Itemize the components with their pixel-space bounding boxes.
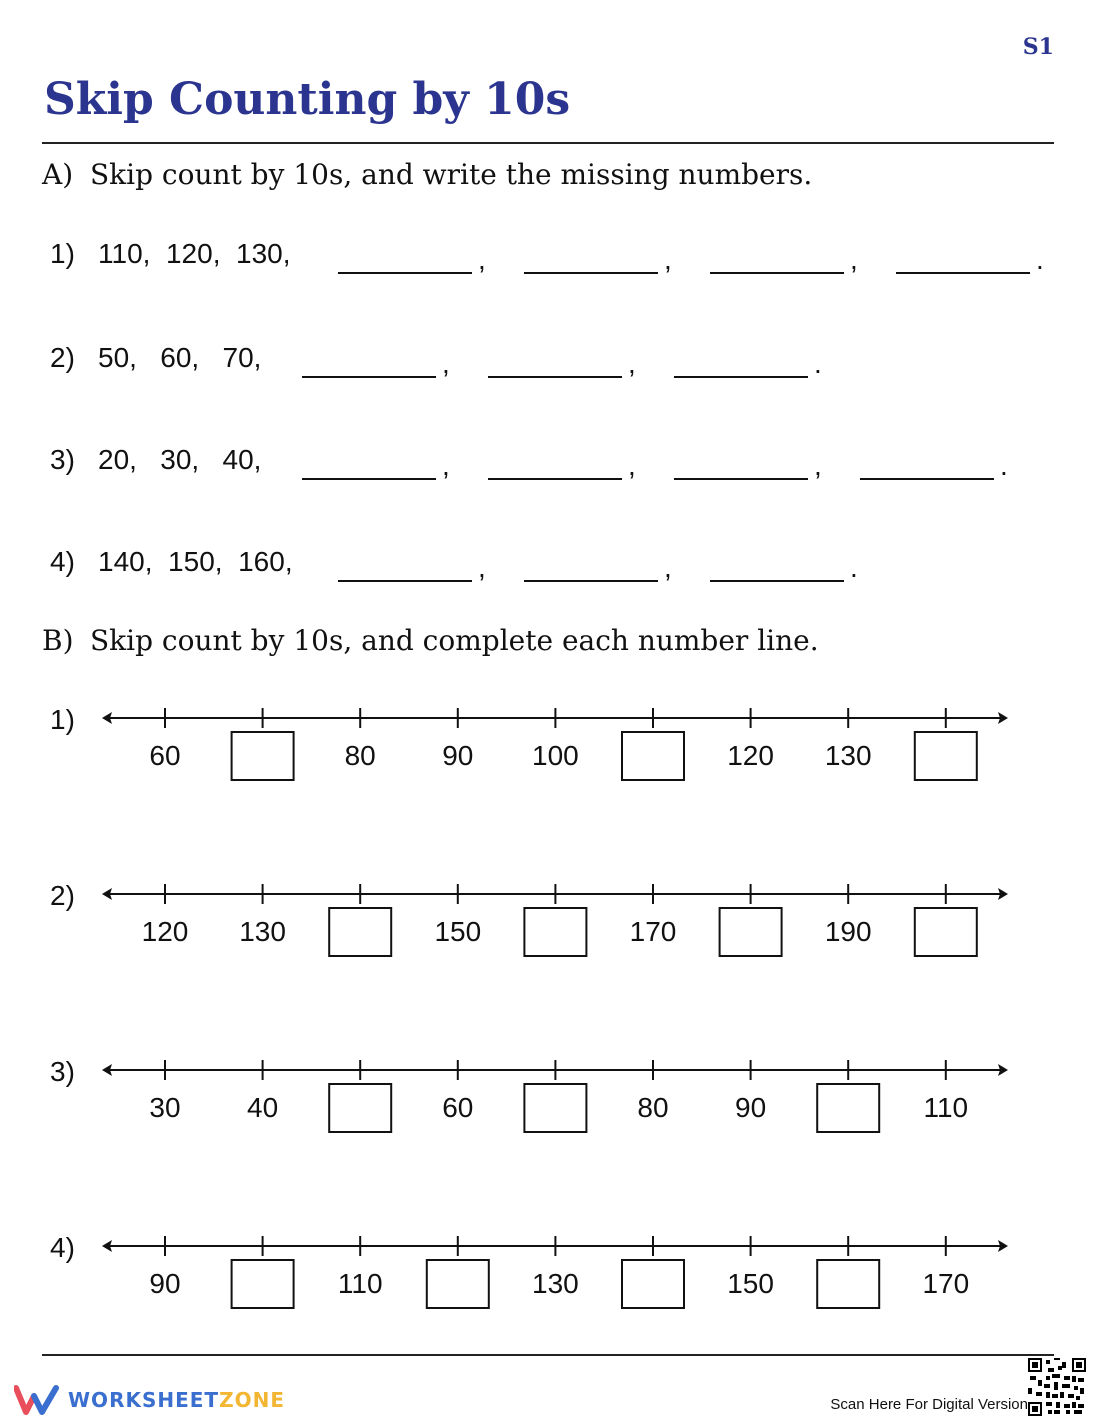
tick-label: 170 <box>629 916 677 947</box>
brand-part2: ZONE <box>219 1388 285 1412</box>
period: . <box>1000 450 1008 481</box>
brand-part1: WORKSHEET <box>68 1388 220 1412</box>
answer-box[interactable] <box>232 1260 294 1308</box>
section-b-letter: B) <box>42 624 74 657</box>
comma: , <box>850 244 858 275</box>
section-b-instruction: Skip count by 10s, and complete each number line. <box>90 624 819 657</box>
fill-row <box>50 546 1050 586</box>
tick-label: 150 <box>434 916 482 947</box>
set-id: S1 <box>1022 34 1054 60</box>
comma: , <box>664 552 672 583</box>
number-line-label: 1) <box>50 704 75 735</box>
number-line <box>100 698 1012 778</box>
comma: , <box>442 348 450 379</box>
tick-label: 130 <box>239 916 286 947</box>
answer-box[interactable] <box>915 732 977 780</box>
comma: , <box>628 348 636 379</box>
period: . <box>1036 244 1044 275</box>
comma: , <box>628 450 636 481</box>
tick-label: 80 <box>637 1092 669 1123</box>
page-title: Skip Counting by 10s <box>44 74 571 125</box>
section-b-heading <box>42 624 819 657</box>
answer-blank[interactable] <box>338 272 472 274</box>
tick-label: 60 <box>149 740 181 771</box>
tick-label: 90 <box>735 1092 767 1123</box>
answer-blank[interactable] <box>302 376 436 378</box>
tick-label: 90 <box>149 1268 181 1299</box>
tick-label: 130 <box>824 740 872 771</box>
tick-label: 150 <box>727 1268 774 1299</box>
row-number: 2) <box>50 342 75 373</box>
section-a-instruction: Skip count by 10s, and write the missing numbers. <box>90 158 813 191</box>
number-line <box>100 874 1012 954</box>
period: . <box>850 552 858 583</box>
tick-label: 60 <box>442 1092 474 1123</box>
given-numbers: 140, 150, 160, <box>98 546 293 577</box>
number-line-label: 3) <box>50 1056 75 1087</box>
comma: , <box>478 552 486 583</box>
answer-blank[interactable] <box>302 478 436 480</box>
brand-logo <box>14 1382 285 1418</box>
tick-label: 130 <box>532 1268 579 1299</box>
answer-box[interactable] <box>622 732 684 780</box>
comma: , <box>442 450 450 481</box>
answer-blank[interactable] <box>896 272 1030 274</box>
answer-box[interactable] <box>915 908 977 956</box>
answer-box[interactable] <box>427 1260 489 1308</box>
fill-row <box>50 238 1050 278</box>
period: . <box>814 348 822 379</box>
answer-blank[interactable] <box>524 272 658 274</box>
tick-label: 120 <box>141 916 189 947</box>
row-number: 3) <box>50 444 75 475</box>
fill-row <box>50 342 1050 382</box>
fill-row <box>50 444 1050 484</box>
tick-label: 110 <box>337 1268 383 1299</box>
comma: , <box>814 450 822 481</box>
comma: , <box>664 244 672 275</box>
tick-label: 190 <box>824 916 872 947</box>
answer-box[interactable] <box>524 1084 586 1132</box>
answer-box[interactable] <box>720 908 782 956</box>
answer-blank[interactable] <box>860 478 994 480</box>
header-divider <box>42 142 1054 144</box>
tick-label: 30 <box>149 1092 181 1123</box>
answer-blank[interactable] <box>710 272 844 274</box>
number-line <box>100 1226 1012 1306</box>
answer-blank[interactable] <box>338 580 472 582</box>
tick-label: 100 <box>532 740 579 771</box>
answer-box[interactable] <box>329 908 391 956</box>
tick-label: 80 <box>344 740 376 771</box>
worksheetzone-logo-icon <box>14 1384 60 1416</box>
answer-box[interactable] <box>817 1260 879 1308</box>
tick-label: 170 <box>922 1268 970 1299</box>
row-number: 1) <box>50 238 75 269</box>
given-numbers: 110, 120, 130, <box>98 238 291 269</box>
scan-text: Scan Here For Digital Version <box>830 1396 1028 1413</box>
answer-blank[interactable] <box>488 376 622 378</box>
answer-box[interactable] <box>329 1084 391 1132</box>
answer-box[interactable] <box>622 1260 684 1308</box>
row-number: 4) <box>50 546 75 577</box>
answer-box[interactable] <box>232 732 294 780</box>
tick-label: 120 <box>727 740 774 771</box>
tick-label: 90 <box>442 740 474 771</box>
footer-divider <box>42 1354 1054 1356</box>
number-line <box>100 1050 1012 1130</box>
section-a-letter: A) <box>42 158 74 191</box>
answer-blank[interactable] <box>674 478 808 480</box>
tick-label: 110 <box>923 1092 969 1123</box>
section-a-heading <box>42 158 812 191</box>
answer-blank[interactable] <box>710 580 844 582</box>
answer-box[interactable] <box>817 1084 879 1132</box>
answer-blank[interactable] <box>674 376 808 378</box>
tick-label: 40 <box>247 1092 279 1123</box>
brand-name <box>68 1388 285 1412</box>
number-line-label: 2) <box>50 880 75 911</box>
answer-box[interactable] <box>524 908 586 956</box>
answer-blank[interactable] <box>488 478 622 480</box>
given-numbers: 50, 60, 70, <box>98 342 262 373</box>
comma: , <box>478 244 486 275</box>
given-numbers: 20, 30, 40, <box>98 444 262 475</box>
qr-code-icon[interactable] <box>1028 1358 1086 1416</box>
number-line-label: 4) <box>50 1232 75 1263</box>
answer-blank[interactable] <box>524 580 658 582</box>
